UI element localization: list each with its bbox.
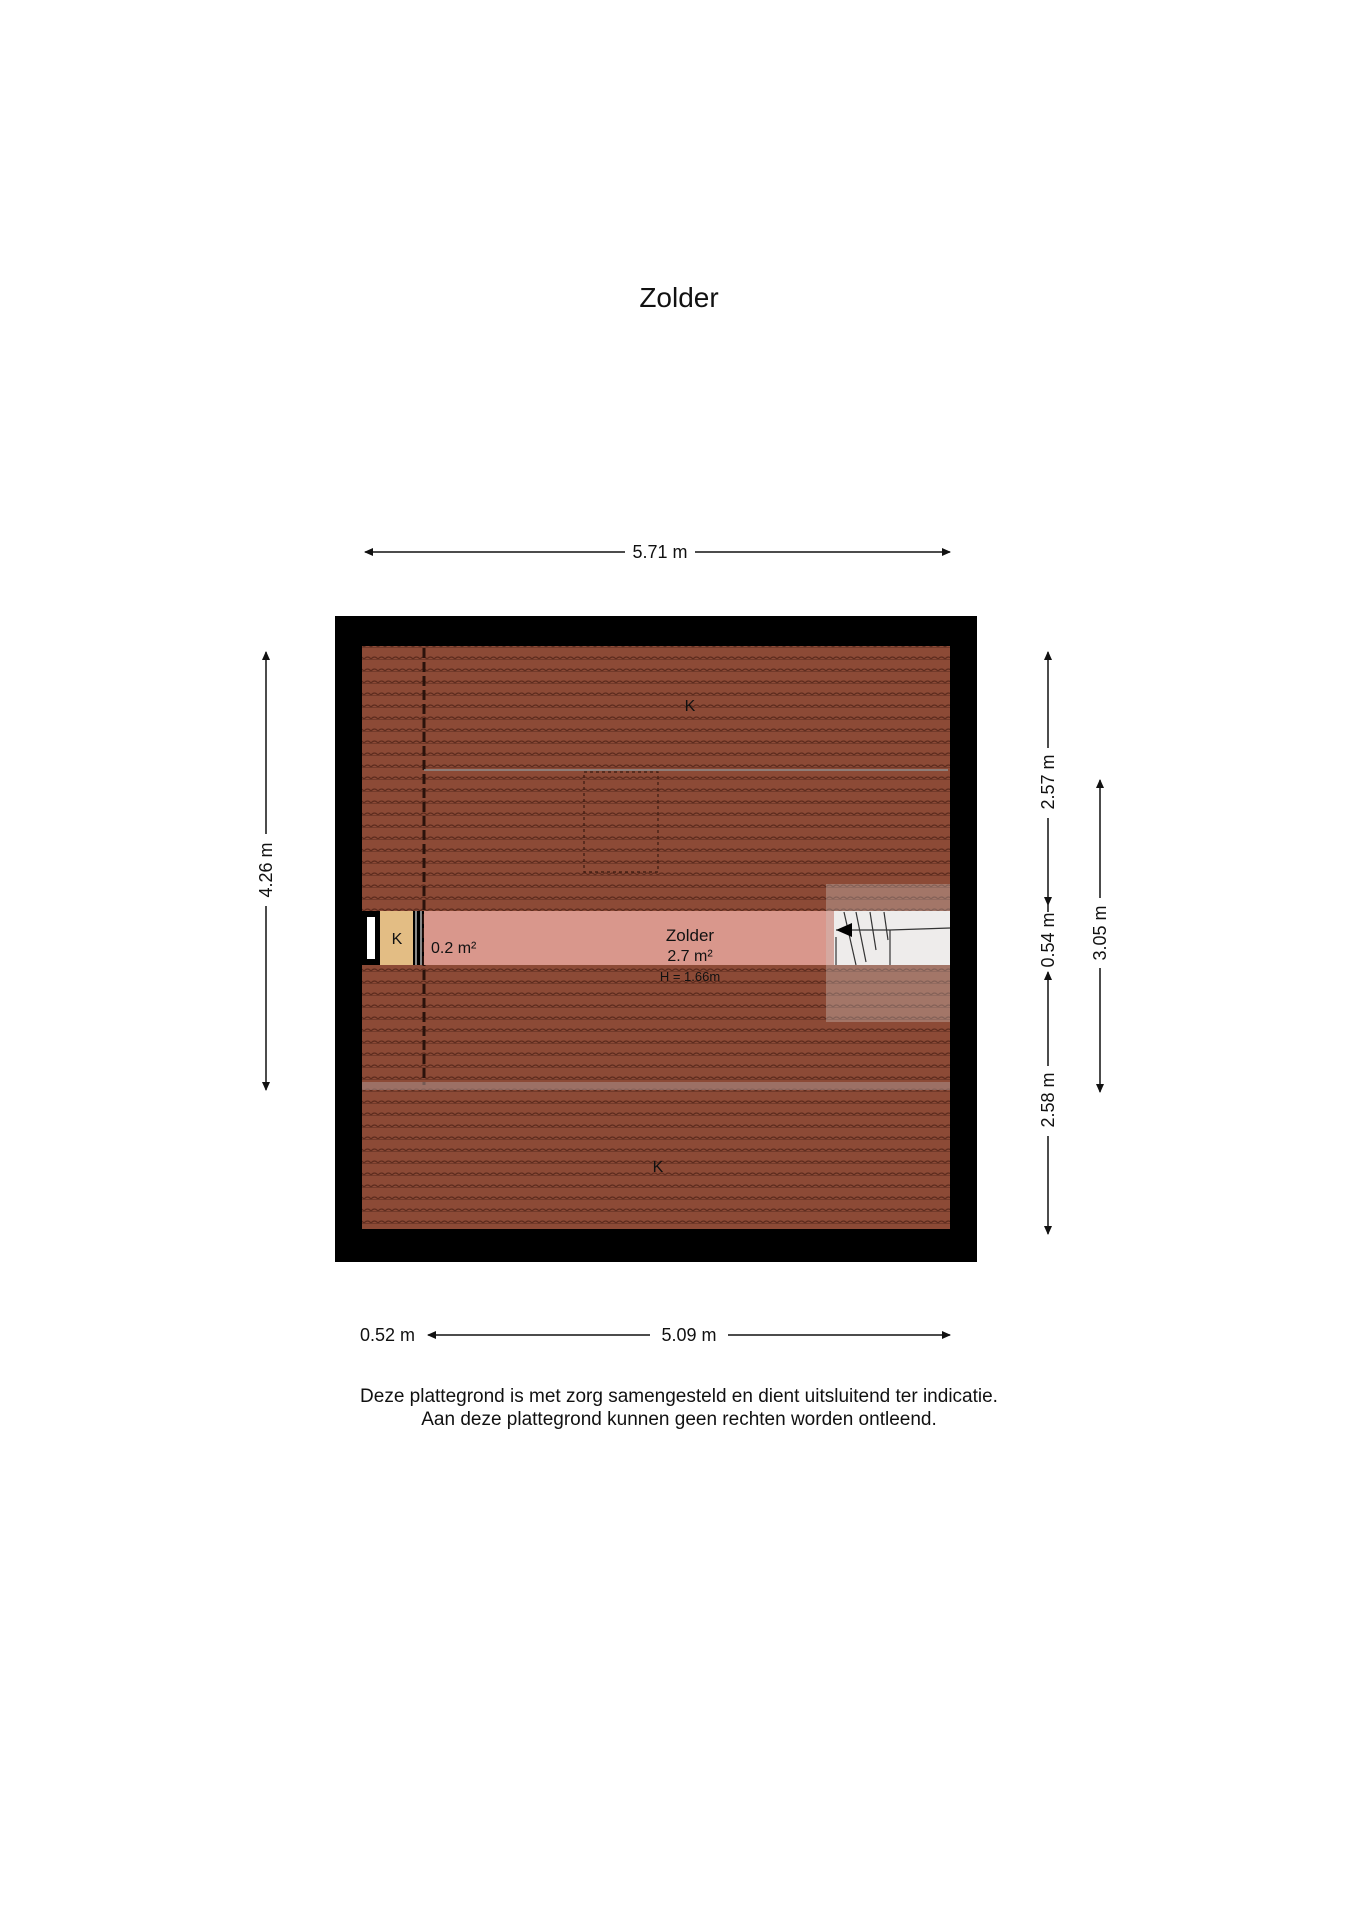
knee-label-bottom: K xyxy=(652,1159,664,1176)
disclaimer-line-2: Aan deze plattegrond kunnen geen rechten worden ontleend. xyxy=(421,1409,937,1430)
svg-text:5.71 m: 5.71 m xyxy=(632,542,688,562)
room-height-label: H = 1.66m xyxy=(659,969,721,984)
roof-top xyxy=(362,646,950,911)
dim-right-lower xyxy=(1038,972,1058,1234)
knee-label-top: K xyxy=(684,698,696,715)
svg-text:3.05 m: 3.05 m xyxy=(1090,905,1110,961)
svg-text:5.09 m: 5.09 m xyxy=(661,1325,717,1345)
dim-bottom xyxy=(360,1325,950,1345)
room-area-label: 2.7 m² xyxy=(667,948,713,965)
stair-overlay xyxy=(826,884,950,1022)
knee-label-small: K xyxy=(391,931,403,948)
dim-left-height xyxy=(256,652,276,1090)
page-title: Zolder xyxy=(639,282,719,313)
room-zolder xyxy=(424,911,836,965)
svg-text:0.54 m: 0.54 m xyxy=(1038,912,1058,968)
dim-right-middle xyxy=(1038,905,1058,968)
svg-text:2.58 m: 2.58 m xyxy=(1038,1072,1058,1128)
room-name-label: Zolder xyxy=(665,926,715,945)
small-window xyxy=(367,917,375,959)
dim-right-upper xyxy=(1038,652,1058,905)
svg-text:0.52 m: 0.52 m xyxy=(360,1325,416,1345)
disclaimer-line-1: Deze plattegrond is met zorg samengesteld en dient uitsluitend ter indicatie. xyxy=(360,1386,998,1407)
svg-text:4.26 m: 4.26 m xyxy=(256,842,276,898)
small-area-label: 0.2 m² xyxy=(431,940,477,957)
dim-right-outer xyxy=(1090,780,1110,1092)
dim-top-width xyxy=(365,542,950,562)
disclaimer xyxy=(0,1385,1358,1431)
svg-text:2.57 m: 2.57 m xyxy=(1038,754,1058,810)
